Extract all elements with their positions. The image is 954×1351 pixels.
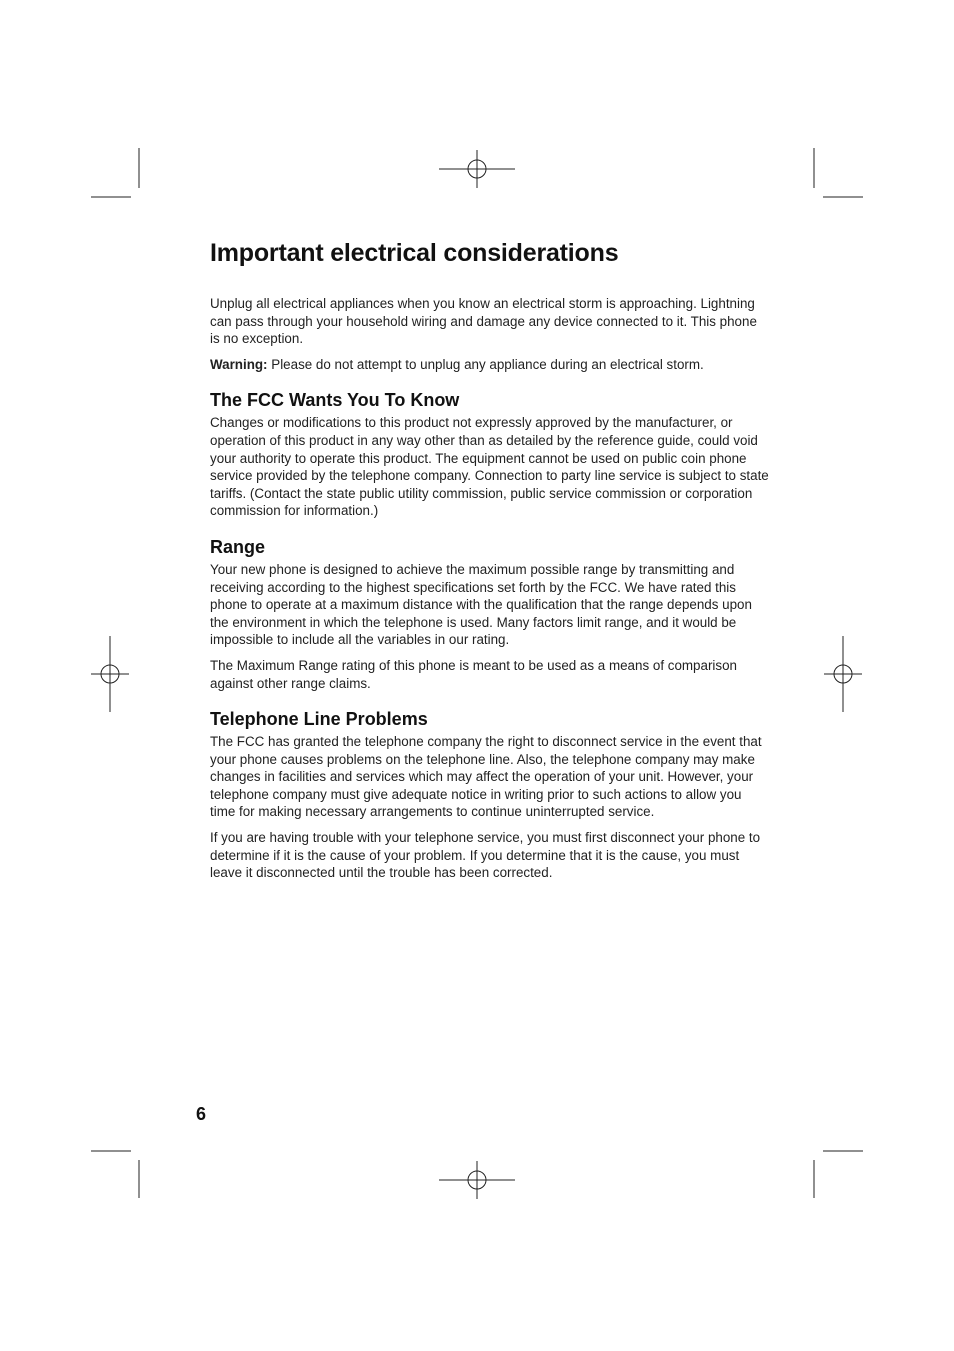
section-range xyxy=(210,536,770,692)
registration-mark-bottom xyxy=(439,1161,515,1199)
registration-mark-top xyxy=(439,150,515,188)
section-heading: Range xyxy=(210,536,266,557)
warning-paragraph xyxy=(210,356,770,374)
section-heading: Telephone Line Problems xyxy=(210,709,428,730)
registration-mark-right xyxy=(824,636,862,712)
page-title: Important electrical considerations xyxy=(210,239,619,267)
warning-text: Please do not attempt to unplug any appliance during an electrical storm. xyxy=(271,356,704,372)
intro-paragraph: Unplug all electrical appliances when you know an electrical storm is approaching. Lightning can pass through your household wiring and damage any device connected to it. This phone is no exception. xyxy=(210,296,757,347)
section-heading: The FCC Wants You To Know xyxy=(210,390,460,411)
page-content xyxy=(210,236,770,890)
section-paragraph: If you are having trouble with your telephone service, you must first disconnect your phone to determine if it is the cause of your problem. If you determine that it is the cause, you must leave it disconnected until the trouble has been corrected. xyxy=(210,830,761,881)
section-paragraph: Changes or modifications to this product not expressly approved by the manufacturer, or operation of this product in any way other than as detailed by the reference guide, could void your authority to operate this product. The equipment cannot be used on public coin phone service provided by the telephone company. Connection to party line service is subject to state tariffs. (Contact the state public utility commission, public service commission or corporation commission for information.) xyxy=(210,415,769,519)
registration-mark-left xyxy=(91,636,129,712)
warning-label: Warning: xyxy=(210,356,268,372)
section-paragraph: Your new phone is designed to achieve the maximum possible range by transmitting and receiving according to the highest specifications set forth by the FCC. We have rated this phone to operate at a maximum distance with the qualification that the range depends upon the environment in which the telephone is used. Many factors limit range, and it would be impossible to include all the variables in our rating. xyxy=(210,561,752,648)
section-fcc xyxy=(210,389,770,520)
section-telephone-line-problems xyxy=(210,708,770,882)
section-paragraph: The Maximum Range rating of this phone is meant to be used as a means of comparison against other range claims. xyxy=(210,657,737,691)
section-paragraph: The FCC has granted the telephone company the right to disconnect service in the event that your phone causes problems on the telephone line. Also, the telephone company may make changes in facilities and services which may affect the operation of your unit. However, your telephone company must give adequate notice in writing prior to such actions to allow you time for making necessary arrangements to continue uninterrupted service. xyxy=(210,734,762,820)
page-number: 6 xyxy=(196,1104,207,1124)
